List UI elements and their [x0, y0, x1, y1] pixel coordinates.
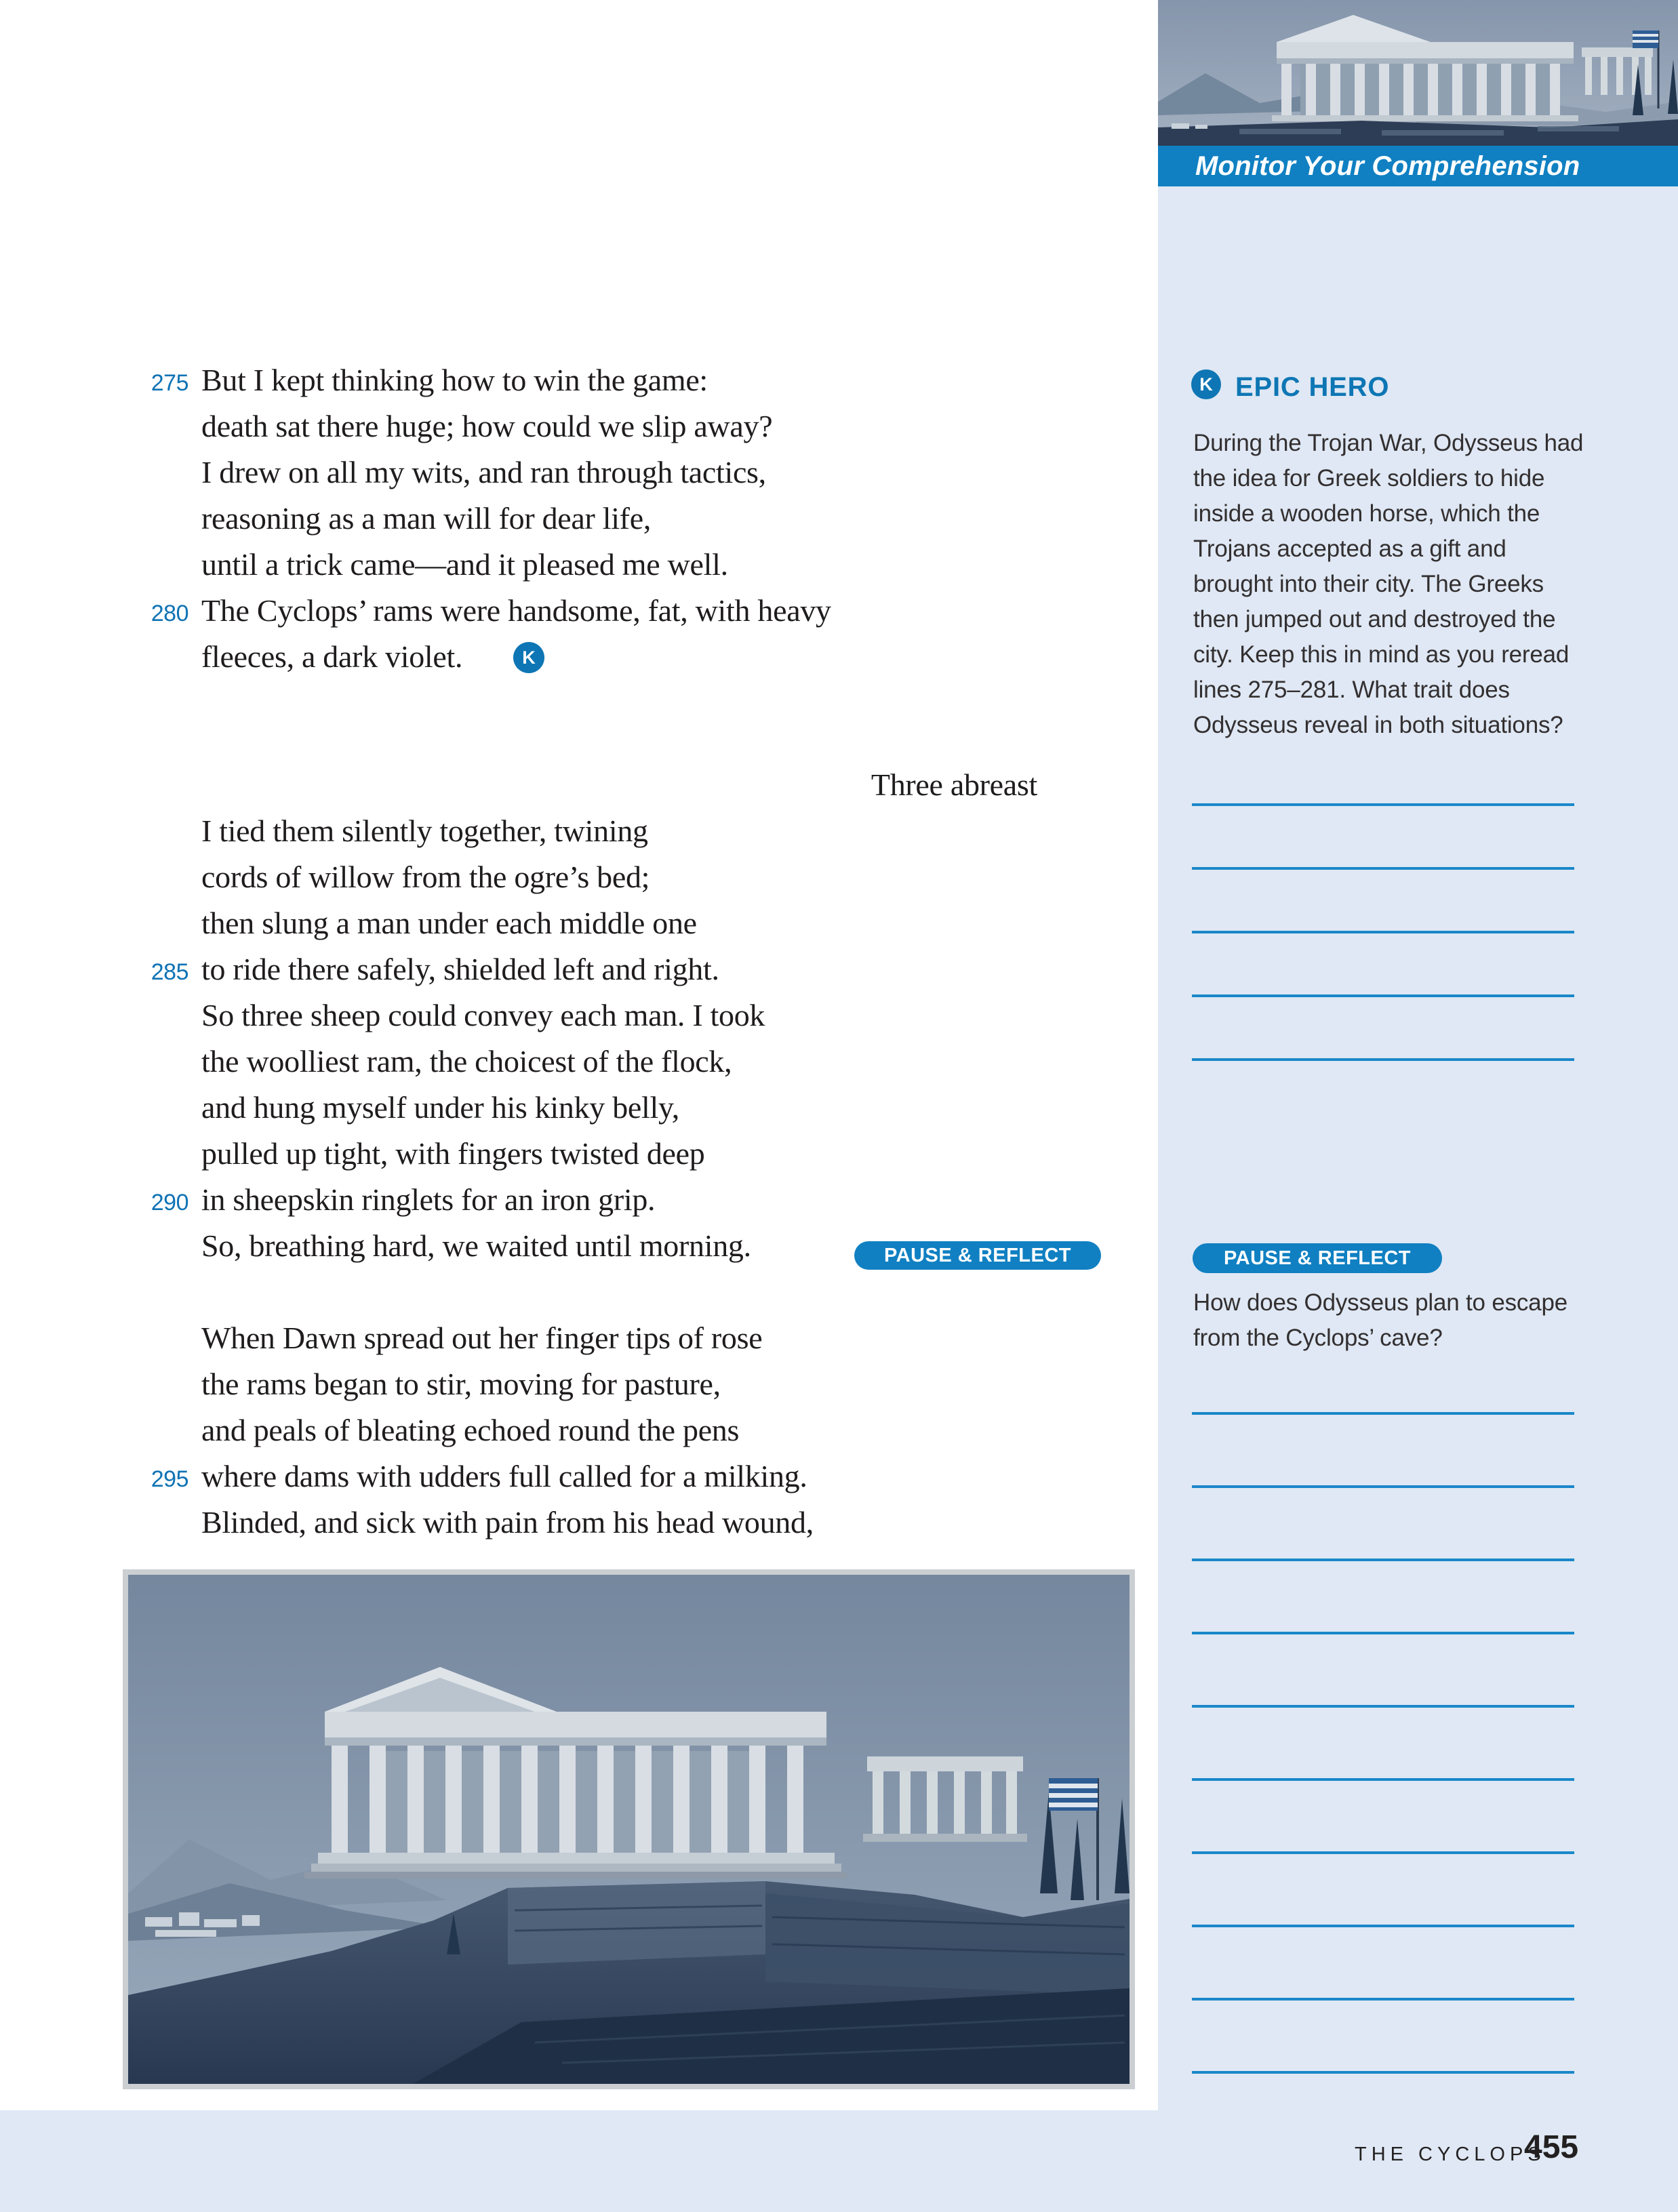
- answer-line: [1192, 1485, 1574, 1488]
- answer-line: [1192, 1925, 1574, 1927]
- k-circle-marker-sidebar: K: [1191, 369, 1221, 399]
- answer-line: [1192, 1632, 1574, 1634]
- poem-line: in sheepskin ringlets for an iron grip.: [201, 1182, 656, 1217]
- poem-line: to ride there safely, shielded left and right.: [201, 952, 719, 986]
- poem-line: I drew on all my wits, and ran through tactics,: [201, 455, 766, 489]
- answer-line: [1192, 931, 1574, 933]
- poem-line-number: 295: [151, 1466, 188, 1492]
- answer-line: [1192, 1559, 1574, 1561]
- poem-line: and peals of bleating echoed round the pens: [201, 1413, 740, 1447]
- footer-book-title: THE CYCLOPS: [1355, 2144, 1546, 2165]
- poem-line-number: 285: [151, 959, 188, 985]
- answer-line: [1192, 1412, 1574, 1415]
- answer-line: [1192, 1778, 1574, 1781]
- pause-reflect-badge-inline: PAUSE & REFLECT: [854, 1241, 1101, 1270]
- poem-line: the rams began to stir, moving for pasture,: [201, 1367, 721, 1401]
- answer-line: [1192, 867, 1574, 870]
- poem-line: Three abreast: [871, 767, 1037, 802]
- acropolis-photo-header: [1158, 0, 1678, 146]
- poem-line-number: 290: [151, 1190, 188, 1215]
- poem-line: death sat there huge; how could we slip away?: [201, 409, 773, 443]
- poem-line: then slung a man under each middle one: [201, 906, 697, 940]
- poem-line: When Dawn spread out her finger tips of rose: [201, 1321, 763, 1355]
- footer-page-number: 455: [1524, 2129, 1579, 2165]
- poem-line-number: 280: [151, 601, 188, 626]
- pause-reflect-badge-sidebar: PAUSE & REFLECT: [1193, 1243, 1442, 1273]
- poem-line: where dams with udders full called for a milking.: [201, 1459, 807, 1493]
- answer-line: [1192, 1058, 1574, 1061]
- poem-line: cords of willow from the ogre’s bed;: [201, 860, 650, 894]
- acropolis-photo-main: [123, 1569, 1135, 2089]
- poem-line: So three sheep could convey each man. I took: [201, 998, 765, 1032]
- k-circle-marker-inline: K: [513, 642, 544, 673]
- answer-line: [1192, 1998, 1574, 2000]
- poem-line-number: 275: [151, 370, 188, 396]
- poem-line: So, breathing hard, we waited until morning.: [201, 1228, 751, 1263]
- monitor-strip-title: Monitor Your Comprehension: [1195, 150, 1580, 181]
- poem-line: But I kept thinking how to win the game:: [201, 363, 708, 397]
- answer-line: [1192, 994, 1574, 997]
- poem-line: I tied them silently together, twining: [201, 813, 648, 848]
- poem-line: until a trick came—and it pleased me well.: [201, 547, 728, 582]
- acropolis-photo-illustration: [128, 1575, 1130, 2084]
- poem-line: pulled up tight, with fingers twisted deep: [201, 1136, 705, 1171]
- poem-line: reasoning as a man will for dear life,: [201, 501, 652, 536]
- pause-reflect-question: How does Odysseus plan to escape from the Cyclops’ cave?: [1193, 1289, 1567, 1351]
- answer-line: [1192, 1705, 1574, 1708]
- poem-line: The Cyclops’ rams were handsome, fat, with heavy: [201, 593, 831, 628]
- monitor-comprehension-strip: [1158, 146, 1678, 186]
- poem-line: and hung myself under his kinky belly,: [201, 1090, 679, 1125]
- poem-line: fleeces, a dark violet.: [201, 639, 463, 674]
- answer-line: [1192, 2071, 1574, 2074]
- epic-hero-body: During the Trojan War, Odysseus had the idea for Greek soldiers to hide inside a wooden horse, which the Trojans accepted as a gift and brought into their city. The Greeks then jumped out and destroyed the city. Keep this in mind as you reread lines 275–281. What trait does Odysseus reveal in both situations?: [1193, 430, 1584, 738]
- poem-line: Blinded, and sick with pain from his head wound,: [201, 1505, 814, 1540]
- poem-line: the woolliest ram, the choicest of the flock,: [201, 1044, 732, 1079]
- answer-line: [1192, 803, 1574, 806]
- epic-hero-title: EPIC HERO: [1235, 372, 1390, 402]
- answer-line: [1192, 1851, 1574, 1854]
